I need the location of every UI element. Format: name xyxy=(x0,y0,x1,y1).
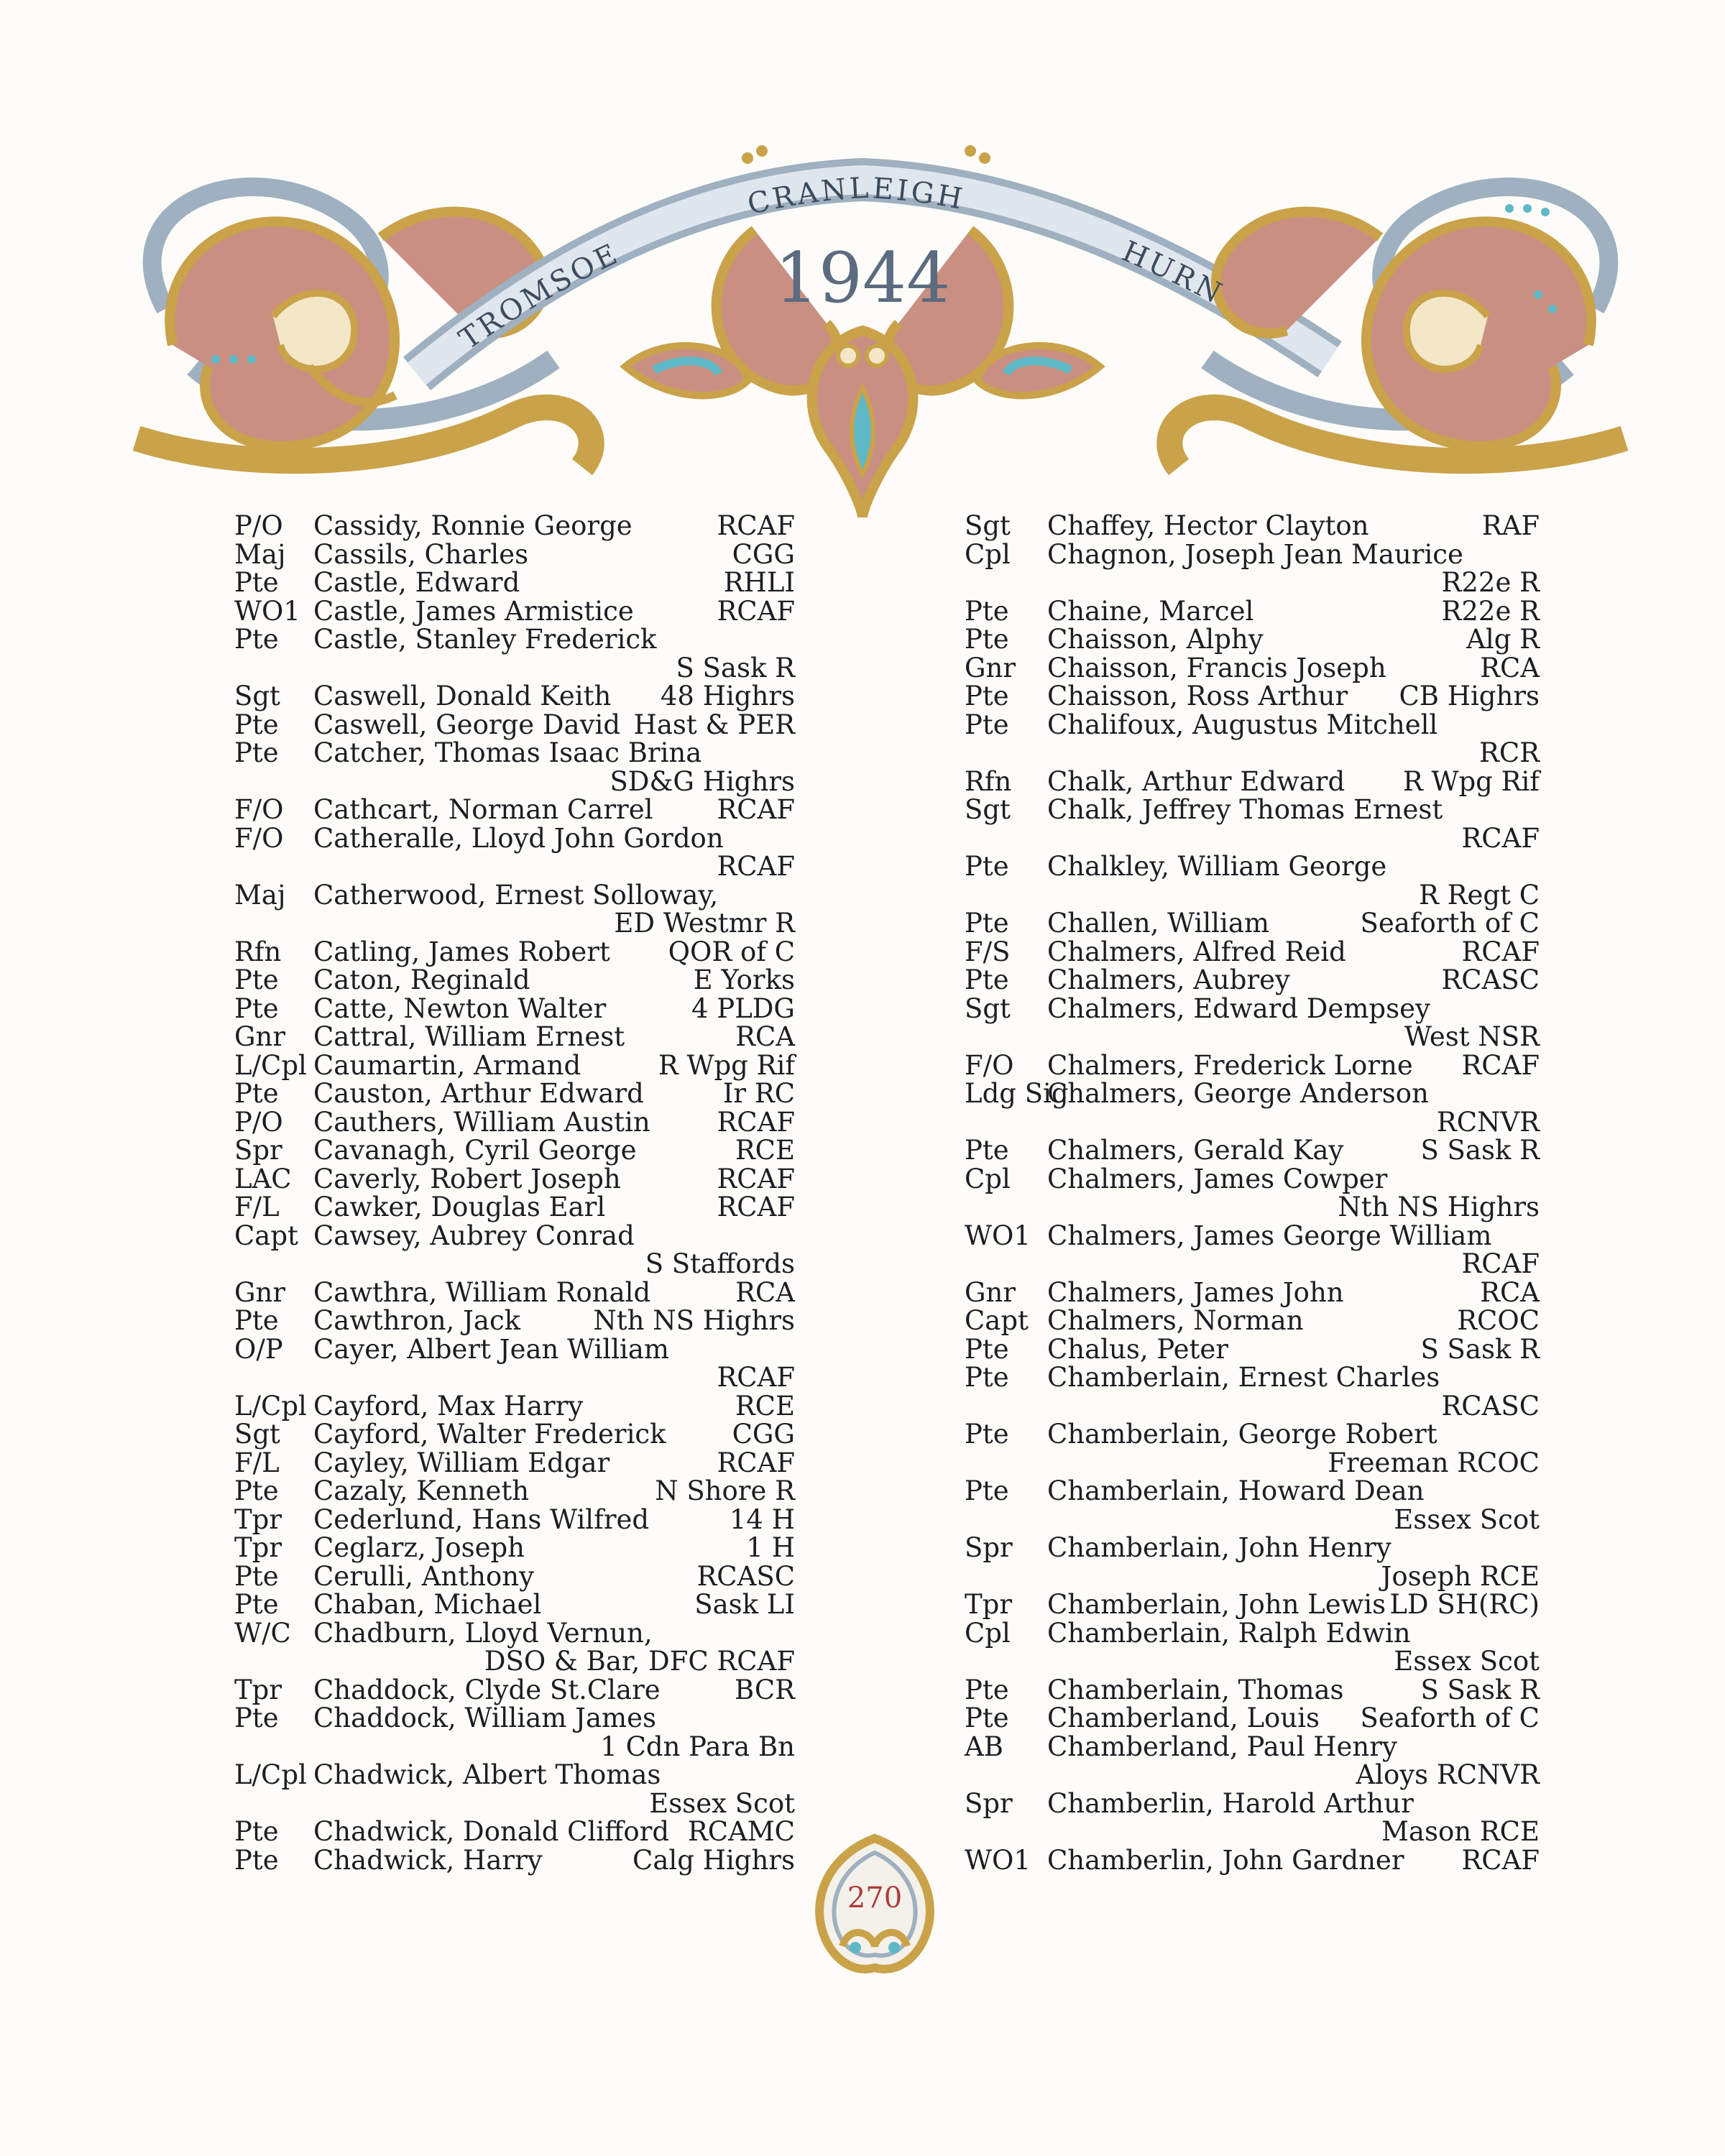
entry-name: Chadwick, Albert Thomas xyxy=(313,1759,661,1790)
entry-rank: Sgt xyxy=(965,794,1011,825)
entry-name: Chadwick, Harry xyxy=(313,1844,543,1876)
entry-rank: LAC xyxy=(234,1163,292,1194)
entry-rank: Pte xyxy=(965,1362,1009,1393)
roll-entry xyxy=(234,512,795,540)
entry-rank: Pte xyxy=(234,1305,279,1336)
entry-unit: RCASC xyxy=(696,1560,795,1592)
entry-unit: RAF xyxy=(1481,510,1540,541)
entry-name: Chalmers, Edward Dempsey xyxy=(1047,992,1430,1024)
entry-name: Chalifoux, Augustus Mitchell xyxy=(1047,709,1438,740)
entry-rank: F/O xyxy=(234,822,284,854)
entry-unit: 14 H xyxy=(729,1503,795,1535)
entry-rank: Rfn xyxy=(234,936,282,967)
entry-rank: Capt xyxy=(234,1220,298,1251)
entry-name: Cawsey, Aubrey Conrad xyxy=(313,1220,635,1251)
entry-name: Chalmers, James Cowper xyxy=(1047,1163,1388,1194)
entry-unit: RCE xyxy=(735,1390,795,1422)
entry-name: Chalmers, George Anderson xyxy=(1047,1078,1429,1109)
entry-rank: P/O xyxy=(234,510,283,541)
roll-entry xyxy=(965,1789,1540,1846)
entry-rank: Pte xyxy=(234,1703,279,1733)
entry-unit: Alg R xyxy=(1466,624,1540,655)
entry-name: Chadburn, Lloyd Vernun, xyxy=(313,1617,653,1649)
entry-name: Chalkley, William George xyxy=(1047,851,1387,882)
entry-unit: RCA xyxy=(735,1276,795,1308)
entry-rank: Rfn xyxy=(965,765,1012,797)
entry-unit: S Sask R xyxy=(676,652,795,683)
entry-rank: O/P xyxy=(234,1333,283,1365)
roll-entry xyxy=(234,1590,795,1619)
roll-entry xyxy=(234,1477,795,1506)
entry-rank: WO1 xyxy=(965,1220,1031,1251)
entry-unit: R Wpg Rif xyxy=(1402,765,1540,797)
entry-unit: N Shore R xyxy=(655,1475,795,1506)
entry-name: Cayford, Walter Frederick xyxy=(313,1419,666,1450)
entry-unit: RCE xyxy=(735,1135,795,1166)
entry-name: Chadwick, Donald Clifford xyxy=(313,1816,670,1847)
entry-unit: RCAF xyxy=(717,1163,795,1194)
entry-name: Caverly, Robert Joseph xyxy=(313,1163,621,1194)
entry-rank: Pte xyxy=(234,1475,279,1506)
right-column xyxy=(965,512,1540,1874)
entry-rank: Spr xyxy=(965,1532,1013,1563)
roll-entry xyxy=(965,796,1540,852)
entry-unit: RHLI xyxy=(723,567,795,598)
entry-unit: DSO & Bar, DFC RCAF xyxy=(484,1646,795,1677)
entry-unit: Sask LI xyxy=(694,1589,795,1620)
entry-name: Catcher, Thomas Isaac Brina xyxy=(313,737,702,768)
entry-unit: 4 PLDG xyxy=(691,992,795,1024)
entry-unit: Aloys RCNVR xyxy=(1356,1759,1540,1790)
roll-entry xyxy=(234,1534,795,1562)
roll-entry xyxy=(965,1335,1540,1364)
entry-name: Cayer, Albert Jean William xyxy=(313,1333,670,1365)
entry-unit: RCASC xyxy=(1441,1390,1540,1422)
roll-entry xyxy=(965,1590,1540,1619)
entry-name: Chalmers, James John xyxy=(1047,1276,1344,1308)
roll-entry xyxy=(234,1165,795,1194)
roll-entry xyxy=(965,938,1540,967)
entry-rank: Pte xyxy=(234,964,279,995)
entry-unit: BCR xyxy=(734,1674,795,1705)
entry-name: Caumartin, Armand xyxy=(313,1049,581,1081)
roll-entry xyxy=(965,654,1540,683)
roll-entry xyxy=(234,540,795,569)
roll-entry xyxy=(965,540,1540,597)
entry-rank: WO1 xyxy=(965,1844,1031,1876)
entry-unit: Freeman RCOC xyxy=(1328,1447,1540,1478)
entry-name: Cawker, Douglas Earl xyxy=(313,1192,606,1222)
entry-unit: RCASC xyxy=(1441,964,1540,995)
roll-entry xyxy=(234,597,795,626)
entry-name: Cazaly, Kenneth xyxy=(313,1475,530,1506)
roll-entry xyxy=(965,909,1540,938)
entry-rank: Tpr xyxy=(234,1674,282,1705)
entry-unit: SD&G Highrs xyxy=(610,765,795,797)
entry-unit: RCAF xyxy=(717,1362,795,1393)
entry-name: Chalk, Arthur Edward xyxy=(1047,765,1346,797)
entry-name: Chamberland, Paul Henry xyxy=(1047,1731,1397,1762)
entry-name: Cathcart, Norman Carrel xyxy=(313,794,653,825)
entry-name: Chalmers, Gerald Kay xyxy=(1047,1135,1344,1166)
roll-entry xyxy=(234,1704,795,1761)
entry-unit: Essex Scot xyxy=(1394,1503,1540,1535)
entry-name: Cederlund, Hans Wilfred xyxy=(313,1503,650,1535)
entry-name: Chalmers, Alfred Reid xyxy=(1047,936,1346,967)
entry-unit: RCAF xyxy=(717,510,795,541)
entry-rank: F/L xyxy=(234,1192,280,1222)
roll-entry xyxy=(965,1051,1540,1080)
entry-name: Chamberlin, Harold Arthur xyxy=(1047,1787,1414,1819)
entry-unit: RCAF xyxy=(717,794,795,825)
entry-unit: RCAF xyxy=(717,1106,795,1138)
entry-rank: Spr xyxy=(234,1135,282,1166)
roll-entry xyxy=(965,1079,1540,1136)
entry-unit: Nth NS Highrs xyxy=(1338,1192,1540,1222)
entry-name: Chalus, Peter xyxy=(1047,1333,1228,1365)
entry-unit: S Sask R xyxy=(1420,1674,1540,1705)
entry-name: Chamberlain, Ralph Edwin xyxy=(1047,1617,1411,1649)
entry-name: Cattral, William Ernest xyxy=(313,1021,625,1052)
entry-unit: S Sask R xyxy=(1420,1135,1540,1166)
entry-rank: Gnr xyxy=(965,1276,1016,1308)
entry-name: Cassidy, Ronnie George xyxy=(313,510,632,541)
roll-entry xyxy=(965,966,1540,995)
entry-rank: P/O xyxy=(234,1106,283,1138)
roll-entry xyxy=(965,1704,1540,1733)
entry-name: Cavanagh, Cyril George xyxy=(313,1135,637,1166)
entry-rank: Cpl xyxy=(965,1163,1011,1194)
entry-rank: Pte xyxy=(965,1419,1009,1450)
entry-rank: Pte xyxy=(965,908,1009,939)
entry-name: Ceglarz, Joseph xyxy=(313,1532,525,1563)
entry-rank: Sgt xyxy=(234,681,280,711)
entry-rank: Ldg Sig xyxy=(965,1078,1069,1109)
roll-entry xyxy=(234,824,795,881)
entry-unit: RCNVR xyxy=(1436,1106,1540,1138)
entry-unit: RCA xyxy=(735,1021,795,1052)
entry-name: Causton, Arthur Edward xyxy=(313,1078,644,1109)
entry-rank: L/Cpl xyxy=(234,1759,307,1790)
roll-entry xyxy=(234,625,795,682)
entry-name: Chamberlain, John Henry xyxy=(1047,1532,1392,1563)
roll-entry xyxy=(234,1079,795,1108)
roll-entry xyxy=(234,1818,795,1846)
entry-unit: QOR of C xyxy=(668,936,795,967)
entry-rank: Pte xyxy=(965,964,1009,995)
entry-unit: Hast & PER xyxy=(633,709,795,740)
roll-entry xyxy=(965,1619,1540,1676)
entry-unit: R Wpg Rif xyxy=(658,1049,795,1081)
entry-rank: Sgt xyxy=(965,510,1011,541)
entry-unit: Essex Scot xyxy=(1394,1646,1540,1677)
entry-unit: Calg Highrs xyxy=(632,1844,795,1876)
entry-rank: F/L xyxy=(234,1447,280,1478)
entry-unit: E Yorks xyxy=(693,964,795,995)
right-scroll-ornament xyxy=(1169,187,1624,467)
roll-entry xyxy=(234,1222,795,1279)
entry-name: Cayford, Max Harry xyxy=(313,1390,584,1422)
roll-entry xyxy=(965,765,1540,797)
entry-unit: 1 H xyxy=(746,1532,795,1563)
entry-name: Cerulli, Anthony xyxy=(313,1560,535,1592)
roll-entry xyxy=(234,739,795,796)
entry-unit: RCAF xyxy=(1461,936,1540,967)
entry-rank: Pte xyxy=(234,624,279,655)
entry-name: Challen, William xyxy=(1047,908,1269,939)
entry-rank: Pte xyxy=(965,1333,1009,1365)
entry-unit: Nth NS Highrs xyxy=(593,1305,795,1336)
entry-name: Chaisson, Francis Joseph xyxy=(1047,652,1386,683)
entry-unit: RCAF xyxy=(717,851,795,882)
roll-entry xyxy=(234,1619,795,1676)
page-number-ornament xyxy=(806,1831,943,1982)
entry-unit: CGG xyxy=(732,538,795,570)
entry-unit: CB Highrs xyxy=(1399,681,1540,711)
entry-rank: Pte xyxy=(234,1560,279,1592)
entry-rank: Gnr xyxy=(234,1276,286,1308)
roll-entry xyxy=(234,1023,795,1051)
ribbon-label-1: TROMSOE xyxy=(453,236,625,356)
entry-name: Castle, James Armistice xyxy=(313,595,634,627)
entry-name: Caton, Reginald xyxy=(313,964,530,995)
entry-rank: Capt xyxy=(965,1305,1029,1336)
entry-rank: W/C xyxy=(234,1617,291,1649)
entry-name: Catling, James Robert xyxy=(313,936,610,967)
entry-unit: 48 Highrs xyxy=(660,681,795,711)
roll-entry xyxy=(234,1193,795,1222)
roll-entry xyxy=(965,992,1540,1052)
entry-unit: RCAF xyxy=(1461,822,1540,854)
header-ornament xyxy=(108,129,1653,532)
roll-entry xyxy=(234,1449,795,1478)
roll-entry xyxy=(234,682,795,711)
entry-rank: Pte xyxy=(234,1844,279,1876)
entry-rank: F/O xyxy=(234,794,284,825)
roll-entry xyxy=(965,1165,1540,1222)
entry-unit: Joseph RCE xyxy=(1381,1560,1540,1592)
entry-unit: S Staffords xyxy=(645,1248,795,1279)
roll-entry xyxy=(965,625,1540,654)
roll-entry xyxy=(965,711,1540,768)
entry-unit: 1 Cdn Para Bn xyxy=(600,1731,795,1762)
entry-name: Chamberlin, John Gardner xyxy=(1047,1844,1404,1876)
entry-rank: Pte xyxy=(234,1816,279,1847)
entry-rank: Maj xyxy=(234,538,286,570)
entry-rank: Gnr xyxy=(965,652,1016,683)
entry-unit: RCAF xyxy=(1461,1248,1540,1279)
page-number: 270 xyxy=(847,1881,903,1915)
entry-name: Chalk, Jeffrey Thomas Ernest xyxy=(1047,794,1443,825)
entry-rank: Pte xyxy=(965,624,1009,655)
entry-name: Chaine, Marcel xyxy=(1047,595,1254,627)
entry-unit: RCA xyxy=(1480,652,1540,683)
roll-entry xyxy=(965,512,1540,540)
roll-entry xyxy=(234,1846,795,1875)
entry-name: Castle, Edward xyxy=(313,567,520,598)
roll-entry xyxy=(234,1136,795,1165)
entry-name: Catheralle, Lloyd John Gordon xyxy=(313,822,724,854)
roll-entry xyxy=(965,1136,1540,1165)
roll-entry xyxy=(965,1477,1540,1534)
entry-rank: Pte xyxy=(965,681,1009,711)
entry-name: Chamberlain, Howard Dean xyxy=(1047,1475,1425,1506)
entry-rank: Pte xyxy=(965,851,1009,882)
entry-rank: Pte xyxy=(965,595,1009,627)
entry-rank: Pte xyxy=(234,992,279,1024)
entry-name: Chaisson, Ross Arthur xyxy=(1047,681,1348,711)
entry-unit: Essex Scot xyxy=(649,1787,795,1819)
roll-entry xyxy=(234,796,795,824)
entry-name: Chagnon, Joseph Jean Maurice xyxy=(1047,538,1463,570)
entry-rank: Spr xyxy=(965,1787,1013,1819)
entry-unit: R22e R xyxy=(1441,567,1540,598)
roll-entry xyxy=(234,1676,795,1705)
entry-rank: Pte xyxy=(965,1674,1009,1705)
roll-entry xyxy=(965,597,1540,626)
roll-entry xyxy=(965,852,1540,909)
roll-entry xyxy=(234,1108,795,1137)
roll-entry xyxy=(234,1562,795,1591)
left-column xyxy=(234,512,795,1874)
entry-unit: RCR xyxy=(1478,737,1540,768)
roll-entry xyxy=(965,1420,1540,1477)
entry-rank: Tpr xyxy=(234,1503,282,1535)
roll-entry xyxy=(234,1335,795,1392)
entry-rank: WO1 xyxy=(234,595,300,627)
entry-rank: Pte xyxy=(234,709,279,740)
roll-entry xyxy=(234,1051,795,1080)
roll-entry xyxy=(234,1307,795,1335)
entry-unit: R22e R xyxy=(1441,595,1540,627)
entry-name: Chamberlain, Ernest Charles xyxy=(1047,1362,1440,1393)
entry-rank: Cpl xyxy=(965,538,1011,570)
entry-name: Cawthron, Jack xyxy=(313,1305,521,1336)
entry-name: Catherwood, Ernest Solloway, xyxy=(313,879,719,911)
roll-entry xyxy=(234,1392,795,1421)
entry-unit: ED Westmr R xyxy=(614,908,795,939)
roll-entry xyxy=(965,1676,1540,1705)
entry-name: Chamberlain, John Lewis xyxy=(1047,1589,1386,1620)
roll-entry xyxy=(965,1846,1540,1875)
entry-unit: S Sask R xyxy=(1420,1333,1540,1365)
entry-name: Catte, Newton Walter xyxy=(313,992,607,1024)
entry-unit: Seaforth of C xyxy=(1360,908,1540,939)
roll-entry xyxy=(965,682,1540,711)
entry-rank: Pte xyxy=(234,1078,279,1109)
entry-rank: Pte xyxy=(234,1589,279,1620)
entry-unit: RCAF xyxy=(717,1447,795,1478)
entry-rank: Pte xyxy=(965,1475,1009,1506)
entry-unit: R Regt C xyxy=(1419,879,1540,911)
left-scroll-ornament xyxy=(137,187,592,467)
entry-name: Chalmers, Aubrey xyxy=(1047,964,1290,995)
entry-rank: Pte xyxy=(965,1703,1009,1733)
entry-unit: RCAF xyxy=(1461,1049,1540,1081)
year-label: 1944 xyxy=(774,238,951,318)
entry-rank: Cpl xyxy=(965,1617,1011,1649)
roll-entry xyxy=(234,1276,795,1308)
entry-rank: L/Cpl xyxy=(234,1049,307,1081)
roll-entry xyxy=(965,1363,1540,1420)
roll-entry xyxy=(234,992,795,1024)
entry-rank: Maj xyxy=(234,879,286,911)
entry-name: Chaddock, Clyde St.Clare xyxy=(313,1674,661,1705)
entry-unit: RCAF xyxy=(717,1192,795,1222)
entry-rank: L/Cpl xyxy=(234,1390,307,1422)
entry-rank: Pte xyxy=(234,737,279,768)
entry-name: Cauthers, William Austin xyxy=(313,1106,650,1138)
entry-name: Cawthra, William Ronald xyxy=(313,1276,651,1308)
entry-name: Chaban, Michael xyxy=(313,1589,542,1620)
entry-name: Chaddock, William James xyxy=(313,1703,656,1733)
entry-rank: Sgt xyxy=(234,1419,280,1450)
roll-entry xyxy=(234,1420,795,1449)
entry-unit: Ir RC xyxy=(722,1078,795,1109)
entry-unit: Mason RCE xyxy=(1381,1816,1540,1847)
roll-entry xyxy=(965,1222,1540,1279)
entry-unit: LD SH(RC) xyxy=(1389,1589,1540,1620)
entry-name: Chalmers, Norman xyxy=(1047,1305,1304,1336)
entry-unit: RCAF xyxy=(1461,1844,1540,1876)
entry-name: Chalmers, Frederick Lorne xyxy=(1047,1049,1413,1081)
entry-rank: AB xyxy=(965,1731,1003,1762)
roll-entry xyxy=(965,1534,1540,1590)
entry-name: Caswell, George David xyxy=(313,709,621,740)
roll-entry xyxy=(234,966,795,995)
roll-entry xyxy=(965,1733,1540,1789)
roll-entry xyxy=(965,1276,1540,1308)
entry-unit: Seaforth of C xyxy=(1360,1703,1540,1733)
roll-entry xyxy=(965,1307,1540,1335)
entry-unit: RCAF xyxy=(717,595,795,627)
roll-entry xyxy=(234,938,795,967)
entry-name: Chamberland, Louis xyxy=(1047,1703,1320,1733)
entry-unit: West NSR xyxy=(1404,1021,1540,1052)
roll-entry xyxy=(234,1761,795,1818)
entry-name: Castle, Stanley Frederick xyxy=(313,624,657,655)
entry-rank: Pte xyxy=(965,709,1009,740)
roll-entry xyxy=(234,711,795,740)
entry-rank: Pte xyxy=(965,1135,1009,1166)
entry-name: Chamberlain, Thomas xyxy=(1047,1674,1344,1705)
entry-unit: RCOC xyxy=(1457,1305,1540,1336)
ribbon-label-2: CRANLEIGH xyxy=(744,171,968,221)
entry-rank: Pte xyxy=(234,567,279,598)
entry-name: Cayley, William Edgar xyxy=(313,1447,610,1478)
entry-name: Chamberlain, George Robert xyxy=(1047,1419,1438,1450)
entry-rank: Tpr xyxy=(234,1532,282,1563)
entry-rank: Gnr xyxy=(234,1021,286,1052)
entry-name: Chaisson, Alphy xyxy=(1047,624,1264,655)
entry-name: Cassils, Charles xyxy=(313,538,529,570)
entry-rank: F/S xyxy=(965,936,1011,967)
roll-entry xyxy=(234,568,795,597)
entry-name: Chalmers, James George William xyxy=(1047,1220,1492,1251)
entry-unit: CGG xyxy=(732,1419,795,1450)
entry-unit: RCAMC xyxy=(687,1816,795,1847)
roll-entry xyxy=(234,881,795,938)
entry-unit: RCA xyxy=(1480,1276,1540,1308)
entry-rank: Sgt xyxy=(965,992,1011,1024)
entry-name: Chaffey, Hector Clayton xyxy=(1047,510,1369,541)
entry-rank: F/O xyxy=(965,1049,1014,1081)
entry-name: Caswell, Donald Keith xyxy=(313,681,612,711)
entry-rank: Tpr xyxy=(965,1589,1013,1620)
ribbon-label-3: HURN xyxy=(1117,234,1230,312)
roll-entry xyxy=(234,1503,795,1535)
